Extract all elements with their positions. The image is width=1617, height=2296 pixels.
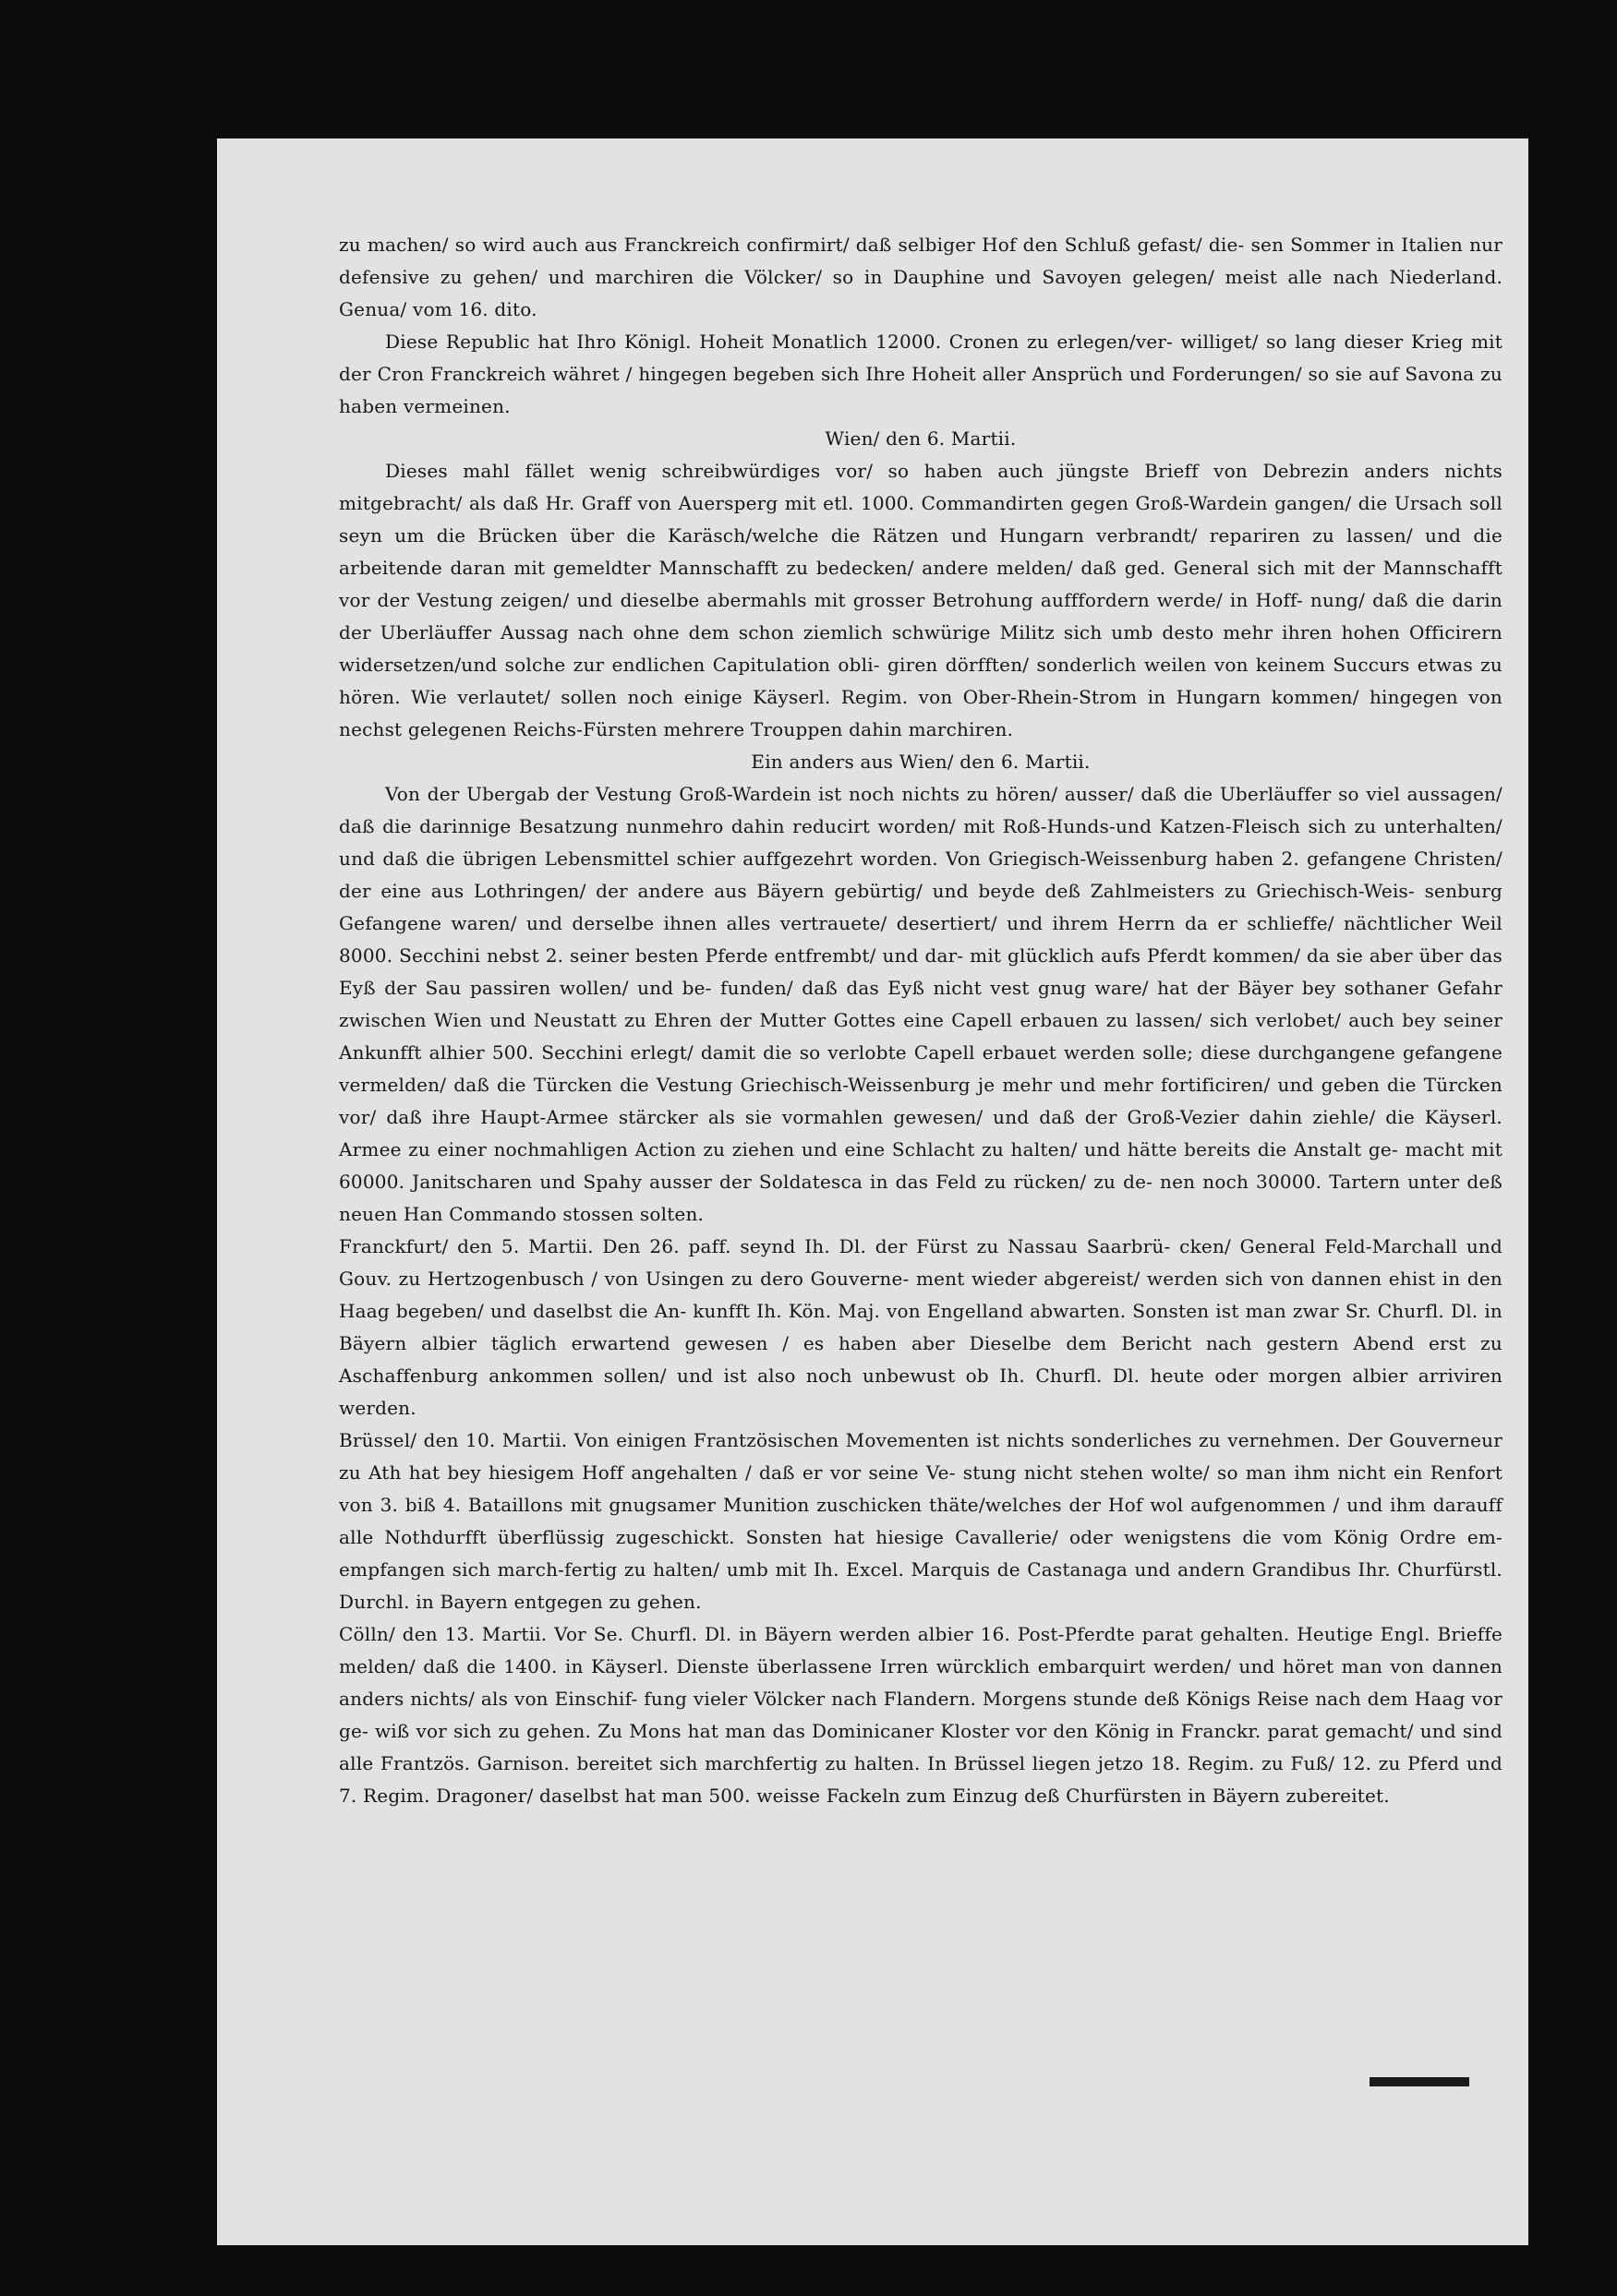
dateline-wien: Wien/ den 6. Martii. (825, 427, 1017, 450)
newspaper-page (217, 138, 1528, 2245)
dateline-wien-2: Ein anders aus Wien/ den 6. Martii. (751, 751, 1091, 773)
paragraph-genua: Diese Republic hat Ihro Königl. Hoheit Monatlich 12000. Cronen zu erlegen/ver- williget/ so lang dieser Krieg mit der Cron Franckreich währet / hingegen begeben sich Ihre Hoheit aller Ansprüch und Forderungen/ so sie auf Savona zu haben vermeinen. (339, 331, 1502, 417)
paragraph-bruessel: Brüssel/ den 10. Martii. Von einigen Frantzösischen Movementen ist nichts sonderliches zu vernehmen. Der Gouverneur zu Ath hat bey hiesigem Hoff angehalten / daß er vor seine Ve- stung nicht stehen wolte/ so man ihm nicht ein Renfort von 3. biß 4. Bataillons mit gnugsamer Munition zuschicken thäte/welches der Hof wol aufgenommen / und ihm darauff alle Nothdurfft überflüssig zugeschickt. Sonsten hat hiesige Cavallerie/ oder wenigstens die vom König Ordre em- empfangen sich march-fertig zu halten/ umb mit Ih. Excel. Marquis de Castanaga und andern Grandibus Ihr. Churfürstl. Durchl. in Bayern entgegen zu gehen. (339, 1429, 1502, 1613)
paragraph-wien-2: Von der Ubergab der Vestung Groß-Wardein ist noch nichts zu hören/ ausser/ daß die Uberläuffer so viel aussagen/ daß die darinnige Besatzung nunmehro dahin reducirt worden/ mit Roß-Hunds-und Katzen-Fleisch sich zu unterhalten/ und daß die übrigen Lebensmittel schier auffgezehrt worden. Von Griegisch-Weissenburg haben 2. gefangene Christen/ der eine aus Lothringen/ der andere aus Bäyern gebürtig/ und beyde deß Zahlmeisters zu Griechisch-Weis- senburg Gefangene waren/ und derselbe ihnen alles vertrauete/ desertiert/ und ihrem Herrn da er schlieffe/ nächtlicher Weil 8000. Secchini nebst 2. seiner besten Pferde entfrembt/ und dar- mit glücklich aufs Pferdt kommen/ da sie aber über das Eyß der Sau passiren wollen/ und be- funden/ daß das Eyß nicht vest gnug ware/ hat der Bäyer bey sothaner Gefahr zwischen Wien und Neustatt zu Ehren der Mutter Gottes eine Capell erbauen zu lassen/ sich verlobet/ auch bey seiner Ankunfft alhier 500. Secchini erlegt/ damit die so verlobte Capell erbauet werden solle; diese durchgangene gefangene vermelden/ daß die Türcken die Vestung Griechisch-Weissenburg je mehr und mehr fortificiren/ und geben die Türcken vor/ daß ihre Haupt-Armee stärcker als sie vormahlen gewesen/ und daß der Groß-Vezier dahin ziehle/ die Käyserl. Armee zu einer nochmahligen Action zu ziehen und eine Schlacht zu halten/ und hätte bereits die Anstalt ge- macht mit 60000. Janitscharen und Spahy ausser der Soldatesca in das Feld zu rücken/ zu de- nen noch 30000. Tartern unter deß neuen Han Commando stossen solten. (339, 783, 1502, 1225)
paragraph-wien: Dieses mahl fället wenig schreibwürdiges vor/ so haben auch jüngste Brieff von Debrezin anders nichts mitgebracht/ als daß Hr. Graff von Auersperg mit etl. 1000. Commandirten gegen Groß-Wardein gangen/ die Ursach soll seyn um die Brücken über die Karäsch/welche die Rätzen und Hungarn verbrandt/ repariren zu lassen/ und die arbeitende daran mit gemeldter Mannschafft zu bedecken/ andere melden/ daß ged. General sich mit der Mannschafft vor der Vestung zeigen/ und dieselbe abermahls mit grosser Betrohung aufffordern werde/ in Hoff- nung/ daß die darin der Uberläuffer Aussag nach ohne dem schon ziemlich schwürige Militz sich umb desto mehr ihren hohen Officirern widersetzen/und solche zur endlichen Capitulation obli- giren dörfften/ sonderlich weilen von keinem Succurs etwas zu hören. Wie verlautet/ sollen noch einige Käyserl. Regim. von Ober-Rhein-Strom in Hungarn kommen/ hingegen von nechst gelegenen Reichs-Fürsten mehrere Trouppen dahin marchiren. (339, 460, 1502, 740)
closing-rule (1370, 2077, 1469, 2086)
paragraph-continuation: zu machen/ so wird auch aus Franckreich confirmirt/ daß selbiger Hof den Schluß gefast/ die- sen Sommer in Italien nur defensive zu gehen/ und marchiren die Völcker/ so in Dauphine und Savoyen gelegen/ meist alle nach Niederland. Genua/ vom 16. dito. (339, 234, 1502, 320)
paragraph-franckfurt: Franckfurt/ den 5. Martii. Den 26. paff. seynd Ih. Dl. der Fürst zu Nassau Saarbrü- cken/ General Feld-Marchall und Gouv. zu Hertzogenbusch / von Usingen zu dero Gouverne- ment wieder abgereist/ werden sich von dannen ehist in den Haag begeben/ und daselbst die An- kunfft Ih. Kön. Maj. von Engelland abwarten. Sonsten ist man zwar Sr. Churfl. Dl. in Bäyern albier täglich erwartend gewesen / es haben aber Dieselbe dem Bericht nach gestern Abend erst zu Aschaffenburg ankommen sollen/ und ist also noch unbewust ob Ih. Churfl. Dl. heute oder morgen albier arriviren werden. (339, 1235, 1502, 1419)
paragraph-coelln: Cölln/ den 13. Martii. Vor Se. Churfl. Dl. in Bäyern werden albier 16. Post-Pferdte parat gehalten. Heutige Engl. Brieffe melden/ daß die 1400. in Käyserl. Dienste überlassene Irren würcklich embarquirt werden/ und höret man von dannen anders nichts/ als von Einschif- fung vieler Völcker nach Flandern. Morgens stunde deß Königs Reise nach dem Haag vor ge- wiß vor sich zu gehen. Zu Mons hat man das Dominicaner Kloster vor den König in Franckr. parat gemacht/ und sind alle Frantzös. Garnison. bereitet sich marchfertig zu halten. In Brüssel liegen jetzo 18. Regim. zu Fuß/ 12. zu Pferd und 7. Regim. Dragoner/ daselbst hat man 500. weisse Fackeln zum Einzug deß Churfürsten in Bäyern zubereitet. (339, 1623, 1502, 1807)
article-text (339, 229, 1502, 1812)
